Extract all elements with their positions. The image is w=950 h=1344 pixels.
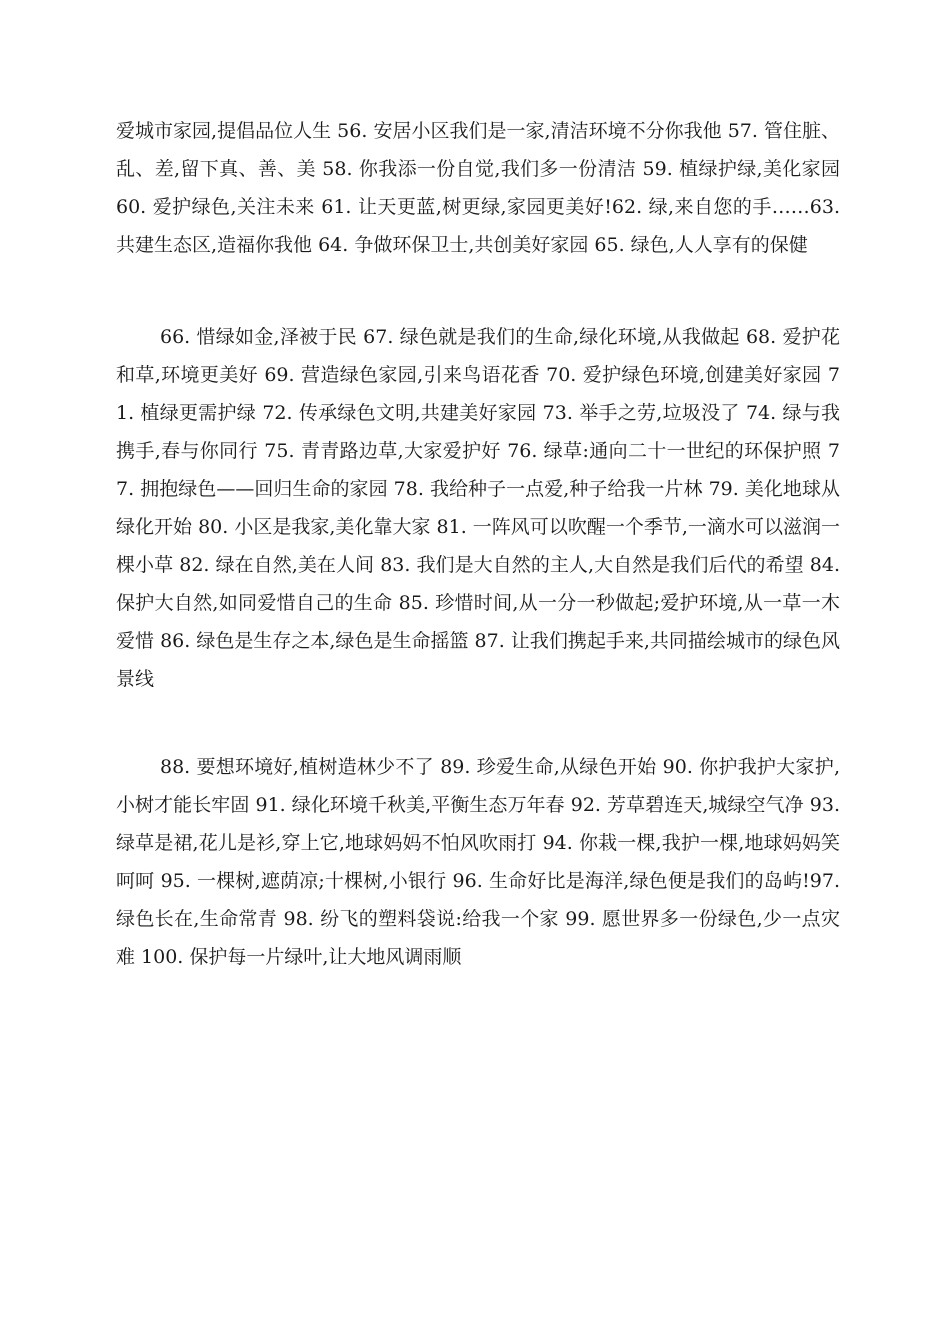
paragraph-slogans-66-87: 66. 惜绿如金,泽被于民 67. 绿色就是我们的生命,绿化环境,从我做起 68. 爱护花和草,环境更美好 69. 营造绿色家园,引来鸟语花香 70. 爱护绿色环境,创建美好家园 71. 植绿更需护绿 72. 传承绿色文明,共建美好家园 73. 举手之劳,垃圾没了 74. 绿与我携手,春与你同行 75. 青青路边草,大家爱护好 76. 绿草:通向二十一世纪的环保护照 77. 拥抱绿色——回归生命的家园 78. 我给种子一点爱,种子给我一片林 79. 美化地球从绿化开始 80. 小区是我家,美化靠大家 81. 一阵风可以吹醒一个季节,一滴水可以滋润一棵小草 82. 绿在自然,美在人间 83. 我们是大自然的主人,大自然是我们后代的希望 84. 保护大自然,如同爱惜自己的生命 85. 珍惜时间,从一分一秒做起;爱护环境,从一草一木爱惜 86. 绿色是生存之本,绿色是生命摇篮 87. 让我们携起手来,共同描绘城市的绿色风景线 [116, 326, 840, 690]
paragraph-slogans-56-65: 爱城市家园,提倡品位人生 56. 安居小区我们是一家,清洁环境不分你我他 57. 管住脏、乱、差,留下真、善、美 58. 你我添一份自觉,我们多一份清洁 59. 植绿护绿,美化家园 60. 爱护绿色,关注未来 61. 让天更蓝,树更绿,家园更美好!62. 绿,来自您的手……63. 共建生态区,造福你我他 64. 争做环保卫士,共创美好家园 65. 绿色,人人享有的保健 [116, 120, 840, 256]
paragraph-slogans-88-100: 88. 要想环境好,植树造林少不了 89. 珍爱生命,从绿色开始 90. 你护我护大家护,小树才能长牢固 91. 绿化环境千秋美,平衡生态万年春 92. 芳草碧连天,城绿空气净 93. 绿草是裙,花儿是衫,穿上它,地球妈妈不怕风吹雨打 94. 你栽一棵,我护一棵,地球妈妈笑呵呵 95. 一棵树,遮荫凉;十棵树,小银行 96. 生命好比是海洋,绿色便是我们的岛屿!97. 绿色长在,生命常青 98. 纷飞的塑料袋说:给我一个家 99. 愿世界多一份绿色,少一点灾难 100. 保护每一片绿叶,让大地风调雨顺 [116, 756, 840, 968]
